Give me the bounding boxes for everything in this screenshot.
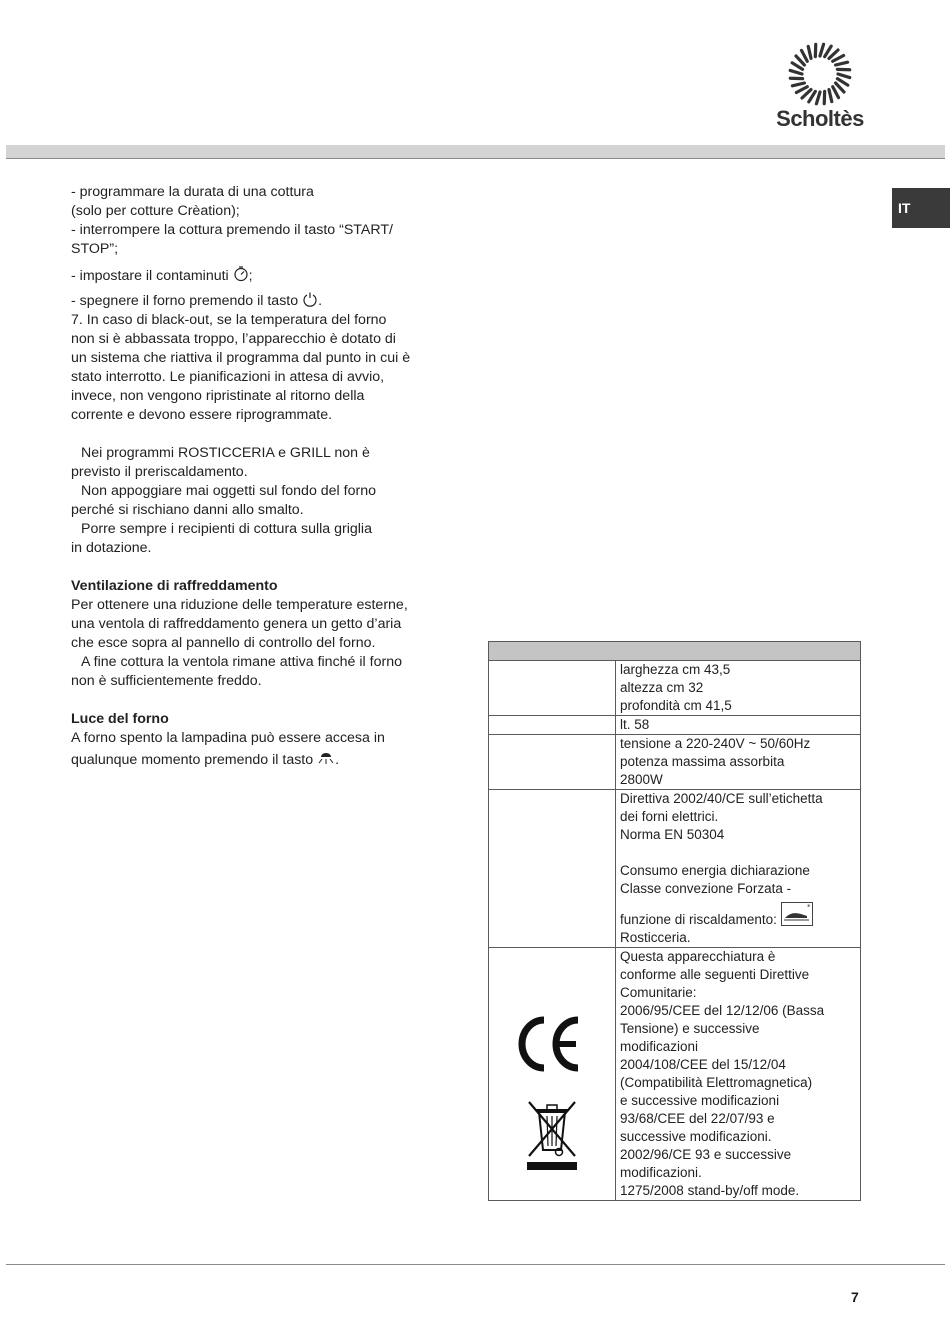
brand-name: Scholtès [776,106,864,131]
directive-line: modificazioni. [620,1165,702,1180]
directive-line: 2004/108/CEE del 15/12/04 [620,1057,786,1072]
note-line: Porre sempre i recipienti di cottura sulla griglia [81,521,372,537]
dimension-height: altezza cm 32 [620,680,704,695]
section-title-light: Luce del forno [71,711,169,727]
directive-line: e successive modificazioni [620,1093,780,1108]
note-line: perché si rischiano danni allo smalto. [71,502,304,518]
table-row-energy [489,790,861,948]
light-text: qualunque momento premendo il tasto [71,752,314,768]
energy-line: Rosticceria. [620,930,691,945]
directive-line: Tensione) e successive [620,1021,760,1036]
timer-icon [233,265,249,282]
ce-mark-icon [516,1016,584,1072]
logo-ray [829,90,832,102]
electrical-line: potenza massima assorbita [620,754,785,769]
logo-ray [790,70,802,74]
page-number: 7 [851,1289,859,1305]
timer-text: - impostare il contaminuti [71,268,229,284]
note-line: Nei programmi ROSTICCERIA e GRILL non è [81,445,370,461]
logo-ray [808,46,811,58]
header-bar [6,145,945,159]
table-row-directives [489,948,861,1201]
directive-line: (Compatibilità Elettromagnetica) [620,1075,813,1090]
directive-line: 2006/95/CEE del 12/12/06 (Bassa [620,1003,825,1018]
left-column [71,183,451,770]
logo-ray [802,90,811,98]
dimension-depth: profondità cm 41,5 [620,698,732,713]
weee-bin-icon [525,1098,579,1174]
directive-line: 93/68/CEE del 22/07/93 e [620,1111,775,1126]
energy-line: dei forni elettrici. [620,809,719,824]
logo-ray [833,87,839,98]
spec-table [488,641,861,1201]
dimensions-cell [616,661,861,716]
directive-line: 2002/96/CE 93 e successive [620,1147,792,1162]
logo-ray [809,91,816,101]
directive-line: modificazioni [620,1039,699,1054]
table-row-dimensions [489,661,861,716]
text-line: non si è abbassata troppo, l’apparecchio è dotato di [71,331,396,347]
directive-line: Comunitarie: [620,985,697,1000]
table-header-row [489,642,861,661]
logo-ray [836,83,844,92]
text-line: (solo per cotture Crèation); [71,203,240,219]
table-row-volume [489,716,861,735]
table-row-electrical [489,735,861,790]
table-label-cell [489,790,616,948]
table-label-cell [489,661,616,716]
energy-function-text: funzione di riscaldamento: [620,912,777,927]
text-line: un sistema che riattiva il programma dal punto in cui è [71,350,411,366]
section-title-ventilation: Ventilazione di raffreddamento [71,578,278,594]
energy-line: Norma EN 50304 [620,827,725,842]
logo-ray [796,56,804,65]
text-line: - programmare la durata di una cottura [71,184,314,200]
text-line: 7. In caso di black-out, se la temperatura del forno [71,312,387,328]
text-line: invece, non vengono ripristinate al ritorno della [71,388,365,404]
rotisserie-function-icon [781,902,813,926]
energy-line: Consumo energia dichiarazione [620,863,810,878]
light-end: . [335,752,340,768]
logo-ray [825,46,832,56]
electrical-cell [616,735,861,790]
text-line: - interrompere la cottura premendo il tasto “START/ [71,222,393,238]
text-line: non è sufficientemente freddo. [71,673,262,689]
text-line: che esce sopra al pannello di controllo del forno. [71,635,376,651]
text-line: corrente e devono essere riprogrammate. [71,407,333,423]
text-line: una ventola di raffreddamento genera un getto d’aria [71,616,402,632]
table-header [489,642,861,661]
timer-line [71,265,451,286]
logo-ray [801,50,807,61]
energy-cell [616,790,861,948]
logo-ray [792,83,804,86]
footer-rule [6,1264,945,1265]
note-line: previsto il preriscaldamento. [71,464,248,480]
note-line: Non appoggiare mai oggetti sul fondo del forno [81,483,376,499]
text-line: A forno spento la lampadina può essere accesa in [71,730,385,746]
off-line [71,291,451,311]
light-line [71,751,451,770]
directive-line: successive modificazioni. [620,1129,772,1144]
directive-line: conforme alle seguenti Direttive [620,967,810,982]
dimension-width: larghezza cm 43,5 [620,662,731,677]
directives-cell [616,948,861,1201]
electrical-line: tensione a 220-240V ~ 50/60Hz [620,736,811,751]
logo-ray [829,50,838,58]
volume-cell: lt. 58 [616,716,861,735]
logo-ray [837,79,847,86]
energy-line: Direttiva 2002/40/CE sull’etichetta [620,791,823,806]
logo-ray [792,63,802,70]
logo-ray [833,55,844,61]
svg-text:*: * [806,903,811,911]
text-line: STOP”; [71,241,119,257]
note-line: in dotazione. [71,540,152,556]
directive-line: Questa apparecchiatura è [620,949,776,964]
logo-ray [816,92,820,104]
language-tab: IT [892,188,950,228]
off-text: - spegnere il forno premendo il tasto [71,293,299,309]
table-label-cell [489,716,616,735]
logo-ray [820,44,824,56]
off-end: . [318,293,323,309]
power-icon [302,291,318,307]
logo-ray [836,62,848,65]
text-line: Per ottenere una riduzione delle temperature esterne, [71,597,408,613]
symbols-cell [489,948,616,1201]
table-label-cell [489,735,616,790]
lamp-icon [317,752,335,766]
timer-end: ; [248,268,253,284]
directive-line: 1275/2008 stand-by/off mode. [620,1183,800,1198]
text-line: A fine cottura la ventola rimane attiva finché il forno [81,654,402,670]
text-line: stato interrotto. Le pianificazioni in attesa di avvio, [71,369,385,385]
electrical-line: 2800W [620,772,663,787]
logo-ray [796,87,807,93]
energy-function-line [620,902,856,929]
logo-ray [838,74,850,78]
energy-line: Classe convezione Forzata - [620,881,792,896]
